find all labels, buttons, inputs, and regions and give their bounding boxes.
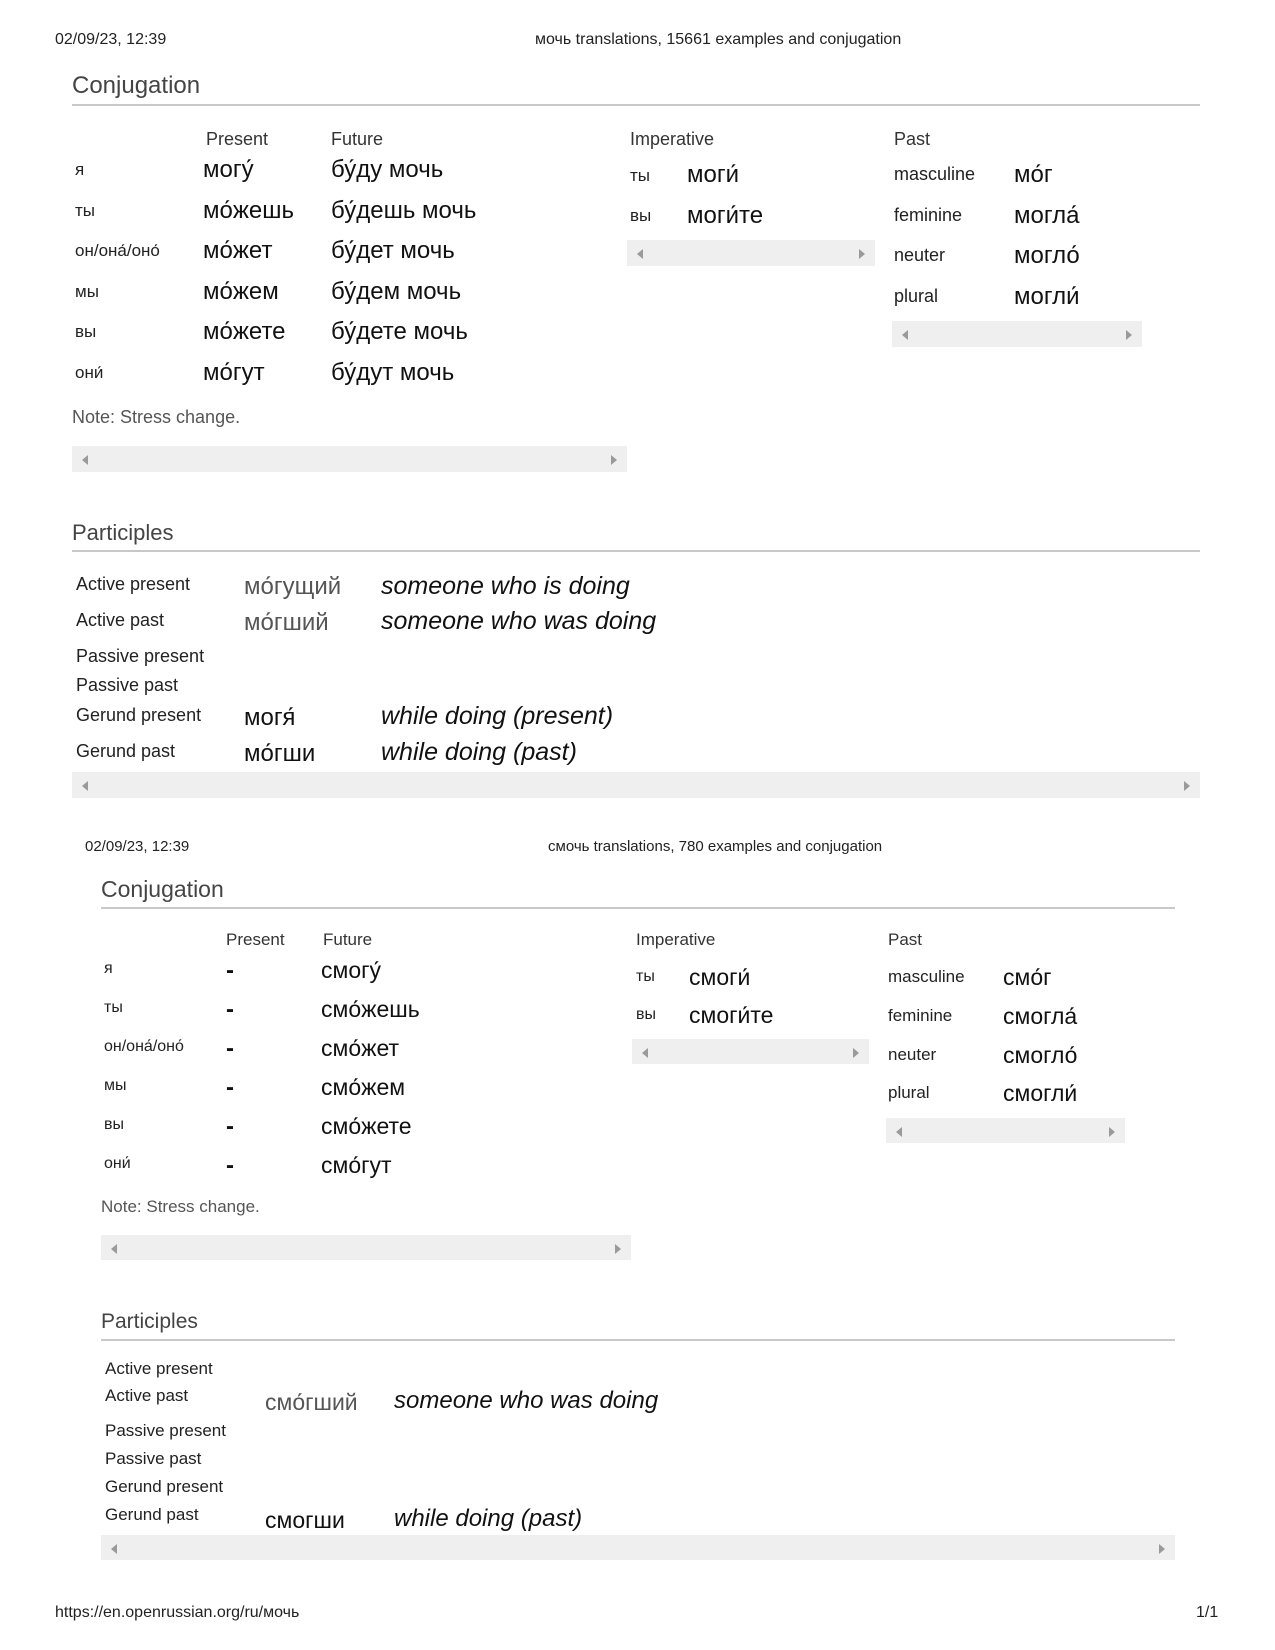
scroll-right-arrow-icon[interactable] (1109, 1127, 1115, 1137)
imperative-pronoun: ты (630, 166, 651, 185)
scroll-right-arrow-icon[interactable] (1126, 330, 1132, 340)
participle-meaning: while doing (present) (381, 702, 614, 730)
participle-form: смогши (265, 1507, 345, 1533)
scroll-left-arrow-icon[interactable] (896, 1127, 902, 1137)
past-form: смогли́ (1003, 1080, 1078, 1106)
participle-label: Gerund present (105, 1477, 224, 1496)
imperative-pronoun: ты (636, 968, 655, 985)
scroll-left-arrow-icon[interactable] (902, 330, 908, 340)
column-header-imperative: Imperative (630, 129, 715, 149)
present-form: - (226, 957, 234, 984)
participle-meaning: while doing (past) (381, 738, 577, 766)
participle-form: могя́ (244, 704, 296, 731)
future-form: смо́жете (321, 1113, 412, 1139)
title-divider (72, 104, 1200, 106)
future-form: смо́гут (321, 1152, 392, 1178)
participle-label: Passive past (76, 675, 179, 695)
past-gender-label: masculine (888, 967, 965, 986)
future-form: бу́дете мочь (331, 318, 468, 345)
participle-form: мо́гущий (244, 573, 342, 600)
imperative-form: моги́те (687, 202, 764, 229)
participles-title: Participles (72, 520, 174, 545)
pronoun-cell: они́ (75, 363, 104, 382)
participle-meaning: someone who was doing (394, 1387, 659, 1414)
past-gender-label: feminine (888, 1006, 953, 1025)
past-form: мо́г (1014, 161, 1053, 188)
column-header-past: Past (888, 930, 923, 949)
present-form: - (226, 1152, 234, 1179)
present-form: - (226, 1074, 234, 1101)
scroll-right-arrow-icon[interactable] (1159, 1544, 1165, 1554)
imperative-scrollbar[interactable] (627, 240, 875, 266)
participles-scrollbar[interactable] (72, 772, 1200, 798)
column-header-present: Present (226, 930, 285, 949)
future-form: бу́дешь мочь (331, 197, 477, 224)
imperative-form: моги́ (687, 161, 740, 188)
past-gender-label: plural (888, 1083, 930, 1102)
present-form: мо́гут (203, 359, 265, 386)
present-form: мо́жете (203, 318, 286, 345)
participle-label: Passive past (105, 1449, 202, 1468)
present-form: - (226, 1113, 234, 1140)
participle-label: Gerund past (76, 741, 176, 761)
present-form: могу́ (203, 156, 254, 183)
participle-label: Active past (105, 1386, 189, 1405)
participles-divider (101, 1339, 1175, 1341)
conjugation-scrollbar[interactable] (72, 446, 627, 472)
future-form: смо́жешь (321, 996, 420, 1022)
scroll-right-arrow-icon[interactable] (859, 249, 865, 259)
participle-label: Passive present (105, 1421, 226, 1440)
participle-form: смо́гший (265, 1389, 358, 1415)
pronoun-cell: я (75, 160, 85, 179)
participle-form: мо́гши (244, 740, 316, 767)
scroll-left-arrow-icon[interactable] (82, 455, 88, 465)
imperative-pronoun: вы (630, 206, 652, 225)
participle-label: Gerund present (76, 705, 202, 725)
print-doc-title: мочь translations, 15661 examples and conjugation (535, 31, 902, 48)
past-form: могли́ (1014, 283, 1080, 310)
past-gender-label: plural (894, 286, 939, 306)
past-scrollbar[interactable] (886, 1118, 1125, 1143)
pronoun-cell: я (104, 960, 113, 977)
conjugation-title: Conjugation (101, 876, 224, 902)
participle-meaning: someone who is doing (381, 572, 630, 600)
scroll-right-arrow-icon[interactable] (611, 455, 617, 465)
past-form: смо́г (1003, 964, 1052, 990)
participle-label: Gerund past (105, 1505, 199, 1524)
pronoun-cell: он/она́/оно́ (104, 1038, 184, 1055)
past-gender-label: masculine (894, 164, 976, 184)
past-gender-label: neuter (894, 245, 946, 265)
participle-label: Active present (76, 574, 191, 594)
pronoun-cell: он/она́/оно́ (75, 241, 160, 260)
pronoun-cell: ты (75, 201, 96, 220)
print-doc-title: смочь translations, 780 examples and conjugation (548, 838, 883, 855)
scroll-left-arrow-icon[interactable] (642, 1048, 648, 1058)
scroll-left-arrow-icon[interactable] (111, 1544, 117, 1554)
past-gender-label: neuter (888, 1045, 937, 1064)
future-form: смогу́ (321, 957, 381, 983)
pronoun-cell: они́ (104, 1155, 131, 1172)
future-form: бу́ду мочь (331, 156, 444, 183)
conjugation-scrollbar[interactable] (101, 1235, 631, 1260)
present-form: мо́жет (203, 237, 273, 264)
past-scrollbar[interactable] (892, 321, 1142, 347)
pronoun-cell: мы (75, 282, 99, 301)
conjugation-title: Conjugation (72, 72, 201, 99)
print-timestamp: 02/09/23, 12:39 (85, 838, 190, 855)
participles-title: Participles (101, 1310, 198, 1333)
column-header-future: Future (323, 930, 373, 949)
imperative-form: смоги́ (689, 964, 751, 990)
column-header-present: Present (206, 129, 269, 149)
future-form: бу́дем мочь (331, 278, 462, 305)
participle-meaning: someone who was doing (381, 607, 657, 635)
pronoun-cell: вы (75, 322, 97, 341)
participle-label: Passive present (76, 646, 205, 666)
footer-page-number: 1/1 (1196, 1604, 1219, 1621)
title-divider (101, 907, 1175, 909)
stress-note: Note: Stress change. (101, 1197, 260, 1216)
participle-meaning: while doing (past) (394, 1505, 583, 1532)
past-form: смогла́ (1003, 1003, 1078, 1029)
imperative-pronoun: вы (636, 1006, 656, 1023)
scroll-left-arrow-icon[interactable] (82, 781, 88, 791)
pronoun-cell: вы (104, 1116, 124, 1133)
pronoun-cell: мы (104, 1077, 127, 1094)
column-header-imperative: Imperative (636, 930, 716, 949)
participles-scrollbar[interactable] (101, 1535, 1175, 1560)
past-form: смогло́ (1003, 1042, 1078, 1068)
imperative-scrollbar[interactable] (632, 1039, 869, 1064)
participle-label: Active past (76, 610, 165, 630)
scroll-right-arrow-icon[interactable] (615, 1244, 621, 1254)
scroll-left-arrow-icon[interactable] (637, 249, 643, 259)
column-header-future: Future (331, 129, 384, 149)
pronoun-cell: ты (104, 999, 123, 1016)
stress-note: Note: Stress change. (72, 407, 241, 427)
scroll-right-arrow-icon[interactable] (1184, 781, 1190, 791)
present-form: мо́жешь (203, 197, 295, 224)
imperative-form: смоги́те (689, 1002, 774, 1028)
print-timestamp: 02/09/23, 12:39 (55, 31, 167, 48)
footer-url[interactable]: https://en.openrussian.org/ru/мочь (55, 1604, 300, 1621)
past-gender-label: feminine (894, 205, 963, 225)
present-form: - (226, 996, 234, 1023)
future-form: бу́дет мочь (331, 237, 455, 264)
past-form: могло́ (1014, 242, 1080, 269)
future-form: смо́жем (321, 1074, 406, 1100)
participle-form: мо́гший (244, 609, 329, 636)
present-form: - (226, 1035, 234, 1062)
participles-divider (72, 550, 1200, 552)
scroll-right-arrow-icon[interactable] (853, 1048, 859, 1058)
past-form: могла́ (1014, 202, 1080, 229)
present-form: мо́жем (203, 278, 279, 305)
scroll-left-arrow-icon[interactable] (111, 1244, 117, 1254)
column-header-past: Past (894, 129, 931, 149)
participle-label: Active present (105, 1359, 213, 1378)
future-form: бу́дут мочь (331, 359, 455, 386)
future-form: смо́жет (321, 1035, 400, 1061)
